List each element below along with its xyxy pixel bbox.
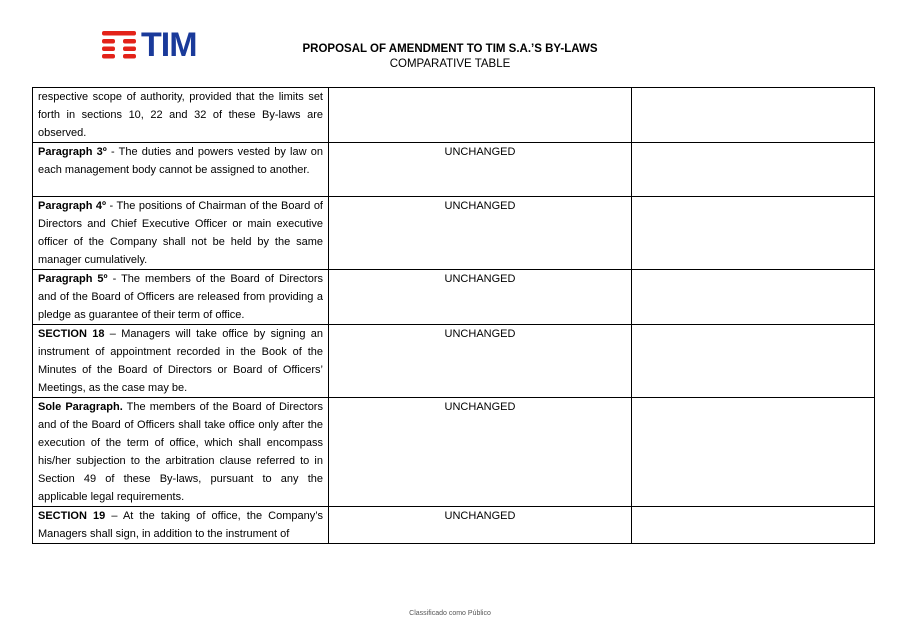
status-text: UNCHANGED bbox=[444, 200, 516, 212]
cell-justification bbox=[632, 88, 875, 143]
cell-justification bbox=[632, 325, 875, 398]
clause-text: – At the taking of office, the Company’s Managers shall sign, in addition to the instrument of bbox=[38, 510, 324, 540]
logo-wordmark: TIM bbox=[141, 26, 197, 64]
cell-current-text bbox=[33, 325, 329, 398]
cell-justification bbox=[632, 270, 875, 325]
cell-justification bbox=[632, 507, 875, 544]
document-header bbox=[250, 42, 650, 71]
table-row bbox=[33, 197, 875, 270]
table-row bbox=[33, 325, 875, 398]
clause-heading: SECTION 19 bbox=[38, 510, 106, 522]
cell-proposed-text bbox=[329, 398, 632, 507]
cell-current-text bbox=[33, 143, 329, 197]
cell-proposed-text bbox=[329, 270, 632, 325]
table-row bbox=[33, 143, 875, 197]
cell-proposed-text bbox=[329, 197, 632, 270]
classification-footer: Classificado como Público bbox=[409, 610, 491, 617]
cell-current-text bbox=[33, 507, 329, 544]
clause-heading: SECTION 18 bbox=[38, 328, 105, 340]
cell-justification bbox=[632, 197, 875, 270]
table-row bbox=[33, 88, 875, 143]
clause-text: - The positions of Chairman of the Board of Directors and Chief Executive Officer or main executive officer of the Company shall not be held by the same manager cumulatively. bbox=[38, 200, 323, 266]
cell-current-text bbox=[33, 197, 329, 270]
clause-heading: Paragraph 5º bbox=[38, 273, 108, 285]
clause-text: respective scope of authority, provided that the limits set forth in sections 10, 22 and 32 of these By-laws are observed. bbox=[38, 91, 323, 139]
clause-text: The members of the Board of Directors and of the Board of Officers shall take office only after the execution of the term of office, which shall encompass his/her subjection to the arbitration clause referred to in Section 49 of these By-laws, pursuant to any the applicable legal requirements. bbox=[38, 401, 323, 503]
clause-text: - The members of the Board of Directors and of the Board of Officers are released from providing a pledge as guarantee of their term of office. bbox=[38, 273, 323, 321]
tim-logo-mark-icon bbox=[102, 31, 136, 59]
comparative-table bbox=[32, 87, 875, 544]
cell-justification bbox=[632, 143, 875, 197]
cell-proposed-text bbox=[329, 143, 632, 197]
table-row bbox=[33, 398, 875, 507]
cell-current-text bbox=[33, 88, 329, 143]
cell-current-text bbox=[33, 270, 329, 325]
status-text: UNCHANGED bbox=[444, 510, 516, 522]
cell-justification bbox=[632, 398, 875, 507]
clause-heading: Paragraph 4º bbox=[38, 200, 107, 212]
clause-text: – Managers will take office by signing an instrument of appointment recorded in the Book of the Minutes of the Board of Directors or Board of Officers’ Meetings, as the case may be. bbox=[38, 328, 324, 394]
table-row bbox=[33, 507, 875, 544]
clause-text: - The duties and powers vested by law on each management body cannot be assigned to another. bbox=[38, 146, 324, 176]
tim-logo bbox=[102, 26, 197, 64]
cell-current-text bbox=[33, 398, 329, 507]
status-text: UNCHANGED bbox=[444, 328, 516, 340]
table-row bbox=[33, 270, 875, 325]
status-text: UNCHANGED bbox=[444, 401, 516, 413]
status-text: UNCHANGED bbox=[444, 146, 516, 158]
cell-proposed-text bbox=[329, 88, 632, 143]
cell-proposed-text bbox=[329, 507, 632, 544]
status-text: UNCHANGED bbox=[444, 273, 516, 285]
clause-heading: Paragraph 3º bbox=[38, 146, 107, 158]
cell-proposed-text bbox=[329, 325, 632, 398]
clause-heading: Sole Paragraph. bbox=[38, 401, 123, 413]
page-subtitle: COMPARATIVE TABLE bbox=[389, 58, 511, 70]
page-title: PROPOSAL OF AMENDMENT TO TIM S.A.’S BY-LAWS bbox=[302, 43, 598, 55]
